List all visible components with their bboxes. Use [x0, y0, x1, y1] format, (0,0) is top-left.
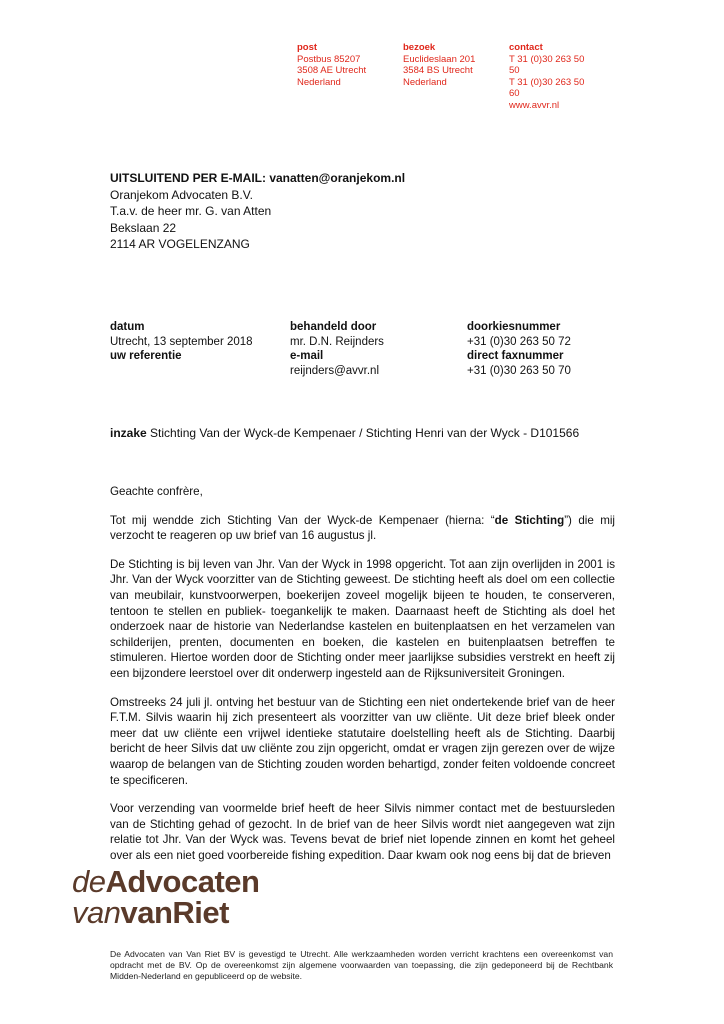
addressee-block: [110, 170, 405, 253]
letterhead-contact: [509, 42, 597, 111]
salutation: Geachte confrère,: [110, 485, 203, 498]
logo-advocaten: Advocaten: [105, 864, 260, 899]
paragraph-3: Omstreeks 24 juli jl. ontving het bestuur van de Stichting een niet ondertekende brief van de heer F.T.M. Silvis waarin hij zich presenteert als voorzitter van uw cliënte. Uit deze brief bleek onder meer dat uw cliënte een vrijwel identieke statutaire doelstelling heeft als de Stichting. Daarbij bericht de heer Silvis dat uw cliënte zou zijn opgericht, omdat er vragen zijn gerezen over de wijze waarop de belangen van de Stichting zouden worden behartigd, zonder feiten voldoende concreet te specificeren.: [110, 695, 615, 787]
contact-phone: T 31 (0)30 263 50 50: [509, 53, 585, 76]
addressee-firm: Oranjekom Advocaten B.V.: [110, 187, 253, 202]
addressee-postcode-city: 2114 AR VOGELENZANG: [110, 237, 250, 251]
logo-van: van: [72, 895, 121, 930]
email-value: reijnders@avvr.nl: [290, 364, 380, 377]
post-line: Postbus 85207: [297, 53, 361, 65]
logo-line-2: [72, 897, 259, 928]
paragraph-1-end: ”) die mij verzocht te reageren op uw brief van 16 augustus jl.: [110, 513, 615, 543]
letterhead-bezoek: [403, 42, 475, 88]
letterhead-post: [297, 42, 366, 88]
datum-value: Utrecht, 13 september 2018: [110, 335, 253, 348]
behandeld-door-value: mr. D.N. Reijnders: [290, 335, 384, 348]
subject-text: Stichting Van der Wyck-de Kempenaer / Stichting Henri van der Wyck - D101566: [146, 426, 580, 440]
bezoek-line: Nederland: [403, 76, 447, 88]
doorkiesnummer-label: doorkiesnummer: [467, 321, 561, 333]
contact-heading: contact: [509, 42, 543, 53]
email-only-notice: UITSLUITEND PER E-MAIL: vanatten@oranjekom.nl: [110, 171, 406, 185]
footer-disclaimer: De Advocaten van Van Riet BV is gevestigd te Utrecht. Alle werkzaamheden worden verricht krachtens een overeenkomst van opdracht met de BV. Op de overeenkomst zijn algemene voorwaarden van toepassing, die zijn gedeponeerd bij de Rechtbank Midden-Nederland en gepubliceerd op de website.: [110, 949, 613, 981]
datum-label: datum: [110, 321, 145, 333]
faxnummer-value: +31 (0)30 263 50 70: [467, 364, 571, 377]
company-logo: [72, 866, 259, 928]
logo-de: de: [72, 864, 106, 899]
letter-body: [110, 484, 615, 876]
faxnummer-label: direct faxnummer: [467, 350, 564, 362]
contact-website: www.avvr.nl: [509, 99, 560, 111]
contact-fax: T 31 (0)30 263 50 60: [509, 76, 585, 99]
email-label: e-mail: [290, 350, 324, 362]
reference-col-handler: [290, 320, 384, 378]
logo-line-1: [72, 866, 259, 897]
bezoek-line: 3584 BS Utrecht: [403, 65, 473, 76]
logo-vanriet: vanRiet: [120, 895, 229, 930]
paragraph-1-start: Tot mij wendde zich Stichting Van der Wyck-de Kempenaer (hierna: “: [110, 513, 495, 527]
behandeld-door-label: behandeld door: [290, 321, 377, 333]
bezoek-line: Euclideslaan 201: [403, 53, 476, 65]
paragraph-1: [110, 513, 615, 544]
subject-line: [110, 426, 630, 441]
uw-referentie-label: uw referentie: [110, 350, 182, 362]
paragraph-4: Voor verzending van voormelde brief heeft de heer Silvis nimmer contact met de bestuursleden van de Stichting gehad of gezocht. In de brief van de heer Silvis wordt niet aangegeven wat zijn relatie tot Jhr. Van der Wyck was. Tevens bevat de brief niet lopende zinnen en komt het geheel over als een niet goed voorbereide fishing expedition. Daar kwam ook nog eens bij dat de brieven: [110, 802, 615, 862]
post-line: Nederland: [297, 76, 341, 88]
subject-label: inzake: [110, 426, 147, 440]
post-line: 3508 AE Utrecht: [297, 65, 367, 76]
paragraph-2: De Stichting is bij leven van Jhr. Van der Wyck in 1998 opgericht. Tot aan zijn overlijden in 2001 is Jhr. Van der Wyck voorzitter van de Stichting geweest. De stichting heeft als doel om een collectie van meubilair, kunstvoorwerpen, boekerijen zoveel mogelijk bijeen te houden, te conserveren, tentoon te stellen en publiek- toegankelijk te maken. Daarnaast heeft de Stichting als doel het onderzoek naar de historie van Nederlandse kastelen en buitenplaatsen en het verzamelen van schilderijen, prenten, documenten en boeken, die kastelen en buitenplaatsen betreffen te stimuleren. Hiertoe worden door de Stichting onder meer jaarlijkse subsidies verstrekt en heeft zij een bijzondere leerstoel over dit onderwerp ingesteld aan de Rijksuniversiteit Groningen.: [110, 557, 615, 680]
addressee-street: Bekslaan 22: [110, 220, 177, 235]
bezoek-heading: bezoek: [403, 42, 436, 53]
reference-col-phone: [467, 320, 571, 378]
defined-term: de Stichting: [494, 513, 565, 527]
post-heading: post: [297, 42, 318, 53]
addressee-attention: T.a.v. de heer mr. G. van Atten: [110, 204, 272, 218]
reference-col-date: [110, 320, 253, 364]
doorkiesnummer-value: +31 (0)30 263 50 72: [467, 335, 571, 348]
